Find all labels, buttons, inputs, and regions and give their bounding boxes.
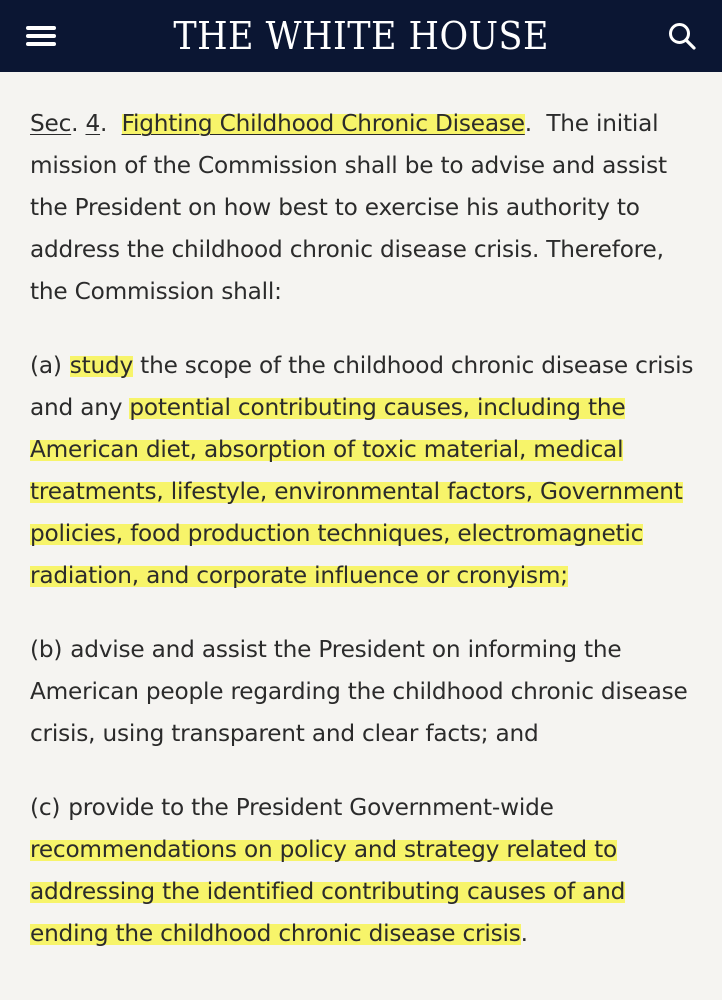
item-a-label: (a) [30,352,62,379]
menu-button[interactable] [18,17,64,55]
item-c-label: (c) [30,794,61,821]
item-a-text: the scope of the childhood chronic disease crisis and any [30,352,694,421]
item-b-paragraph [30,629,696,755]
item-a-highlight-study: study [69,352,134,379]
sec-prefix: Sec [30,110,72,137]
section-intro: The initial mission of the Commission shall be to advise and assist the President on how best to exercise his authority to address the childhood chronic disease crisis. Therefore, the Commission shall: [30,110,667,305]
top-navigation-bar [0,0,722,72]
site-title[interactable]: THE WHITE HOUSE [173,14,549,58]
article-body [0,103,722,955]
item-b-label: (b) [30,636,63,663]
search-icon [667,21,697,51]
section-title: Fighting Childhood Chronic Disease [121,110,525,137]
sec-number: 4 [85,110,101,137]
search-button[interactable] [660,14,704,58]
item-c-highlight-recommendations: recommendations on policy and strategy related to addressing the identified contributing causes of and ending the childhood chronic disease crisis [30,836,626,947]
item-a-paragraph [30,345,696,597]
section-paragraph: Sec. 4. Fighting Childhood Chronic Disease. The initial mission of the Commission shall be to advise and assist the President on how best to exercise his authority to address the childhood chronic disease crisis. Therefore, the Commission shall: [30,110,667,305]
item-b-text: advise and assist the President on informing the American people regarding the childhood chronic disease crisis, using transparent and clear facts; and [30,636,688,747]
item-c-text: provide to the President Government-wide [68,794,554,821]
item-a-highlight-causes: potential contributing causes, including the American diet, absorption of toxic material, medical treatments, lifestyle, environmental factors, Government policies, food production techniques, electromagnetic radiation, and corporate influence or cronyism; [30,394,683,589]
item-c-paragraph: (c) provide to the President Government-wide recommendations on policy and strategy related to addressing the identified contributing causes of and ending the childhood chronic disease crisis. [30,794,626,947]
menu-icon [24,25,58,47]
